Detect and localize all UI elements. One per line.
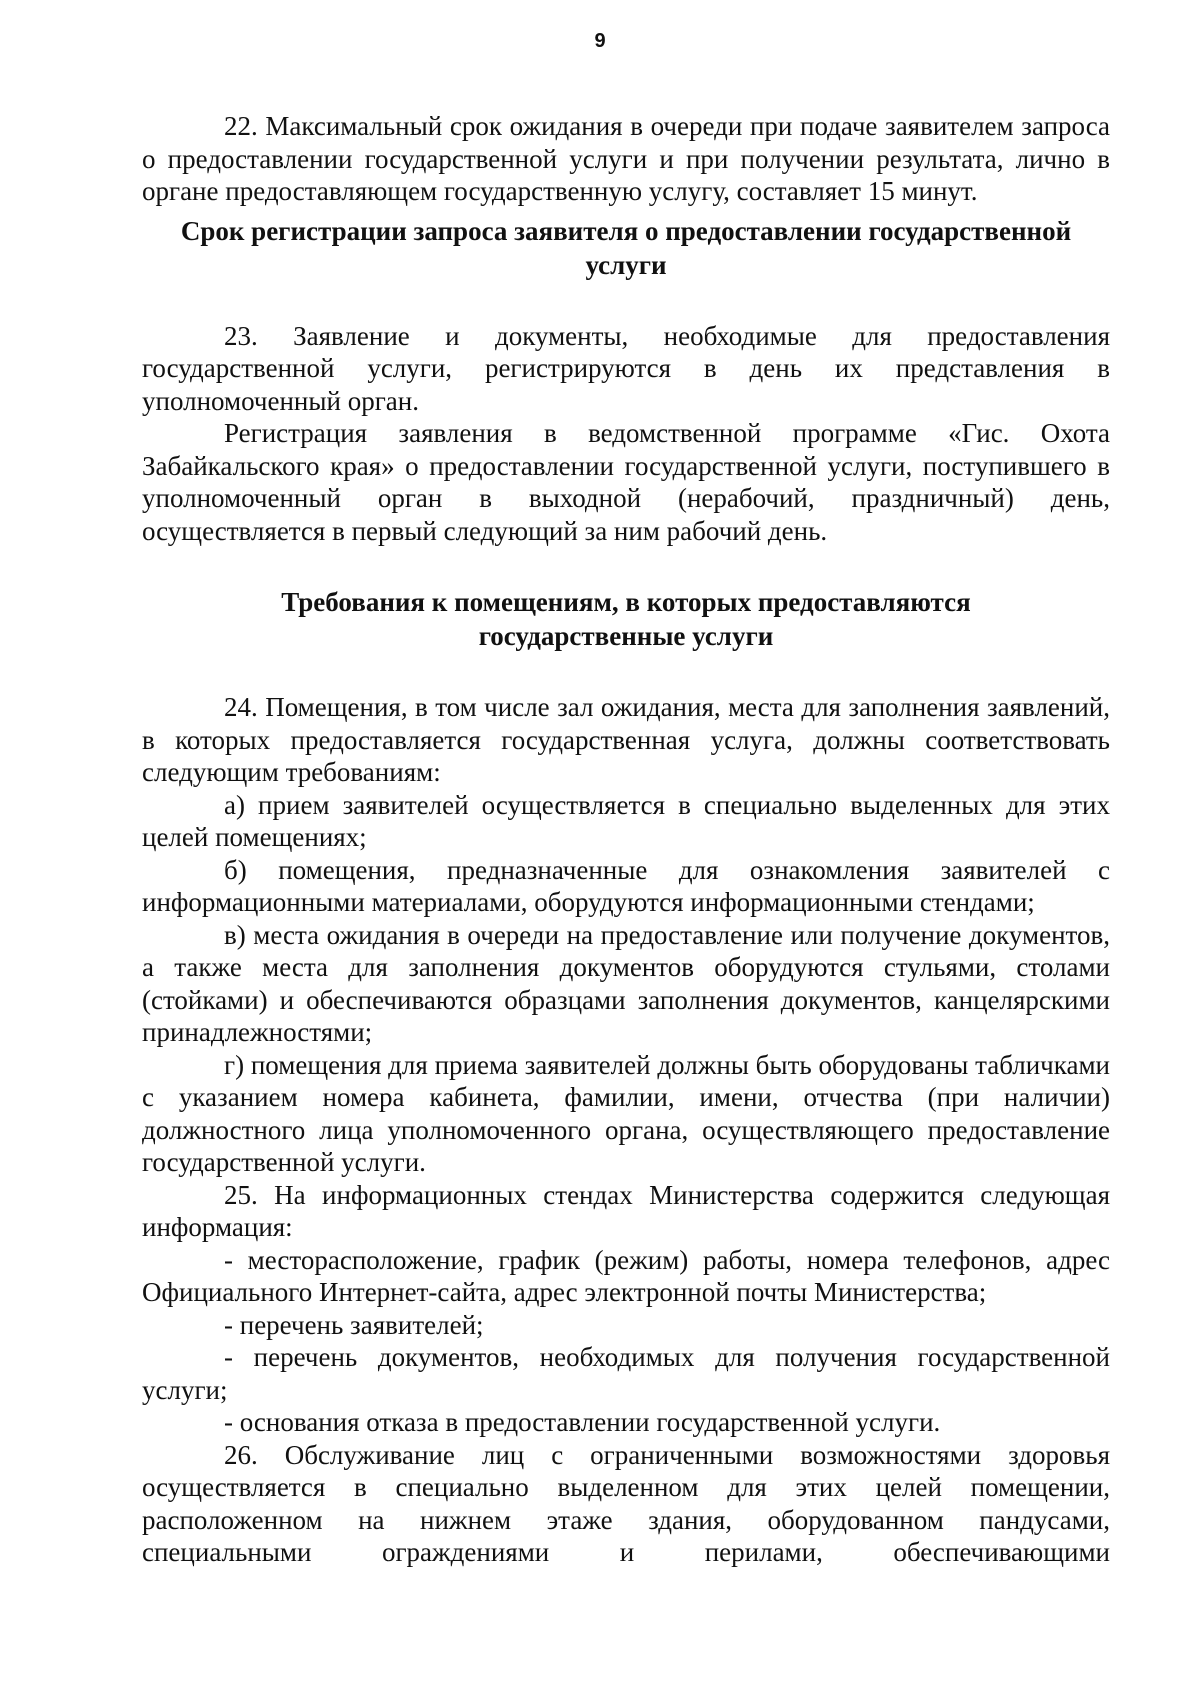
heading-line: государственные услуги [478, 621, 774, 651]
heading-line: услуги [585, 249, 667, 280]
spacer [142, 282, 1110, 320]
paragraph-23-registration: Регистрация заявления в ведомственной программе «Гис. Охота Забайкальского края» о предоставлении государственной услуги, поступившего в уполномоченный орган в выходной (нерабочий, праздничный) день, осуществляется в первый следующий за ним рабочий день. [142, 418, 1110, 546]
spacer [142, 547, 1110, 585]
list-item-24v: в) места ожидания в очереди на предоставление или получение документов, а также места для заполнения документов оборудуются стульями, столами (стойками) и обеспечиваются образцами заполнения документов, канцелярскими принадлежностями; [142, 919, 1110, 1047]
paragraph-25: 25. На информационных стендах Министерства содержится следующая информация: [142, 1179, 1110, 1242]
section-heading-registration [142, 214, 1110, 282]
section-heading-premises [142, 585, 1110, 653]
list-item-25-1: - месторасположение, график (режим) работы, номера телефонов, адрес Официального Интернет-сайта, адрес электронной почты Министерства; [142, 1244, 1110, 1307]
heading-line: Требования к помещениям, в которых предоставляются [281, 587, 971, 617]
list-item-24a: а) прием заявителей осуществляется в специально выделенных для этих целей помещениях; [142, 789, 1110, 852]
paragraph-24: 24. Помещения, в том числе зал ожидания, места для заполнения заявлений, в которых предоставляется государственная услуга, должны соответствовать следующим требованиям: [142, 692, 1110, 787]
heading-line: Срок регистрации запроса заявителя о предоставлении государственной [180, 215, 1072, 246]
paragraph-26: 26. Обслуживание лиц с ограниченными возможностями здоровья осуществляется в специально выделенном для этих целей помещении, расположенном на нижнем этаже здания, оборудованном пандусами, специальными ограждениями и перилами, обеспечивающими [142, 1439, 1110, 1567]
paragraph-23: 23. Заявление и документы, необходимые для предоставления государственной услуги, регистрируются в день их представления в уполномоченный орган. [142, 320, 1110, 416]
list-item-25-2: - перечень заявителей; [224, 1309, 484, 1340]
spacer [142, 653, 1110, 691]
list-item-24g: г) помещения для приема заявителей должны быть оборудованы табличками с указанием номера кабинета, фамилии, имени, отчества (при наличии) должностного лица уполномоченного органа, осуществляющего предоставление государственной услуги. [142, 1049, 1110, 1177]
list-item-25-4: - основания отказа в предоставлении государственной услуги. [224, 1407, 941, 1437]
page-number: 9 [594, 30, 606, 52]
list-item-24b: б) помещения, предназначенные для ознакомления заявителей с информационными материалами, оборудуются информационными стендами; [142, 854, 1110, 917]
document-body [142, 110, 1110, 1569]
paragraph-22: 22. Максимальный срок ожидания в очереди при подаче заявителем запроса о предоставлении государственной услуги и при получении результата, лично в органе предоставляющем государственную услугу, составляет 15 минут. [142, 111, 1110, 206]
list-item-25-3: - перечень документов, необходимых для получения государственной услуги; [142, 1342, 1110, 1405]
